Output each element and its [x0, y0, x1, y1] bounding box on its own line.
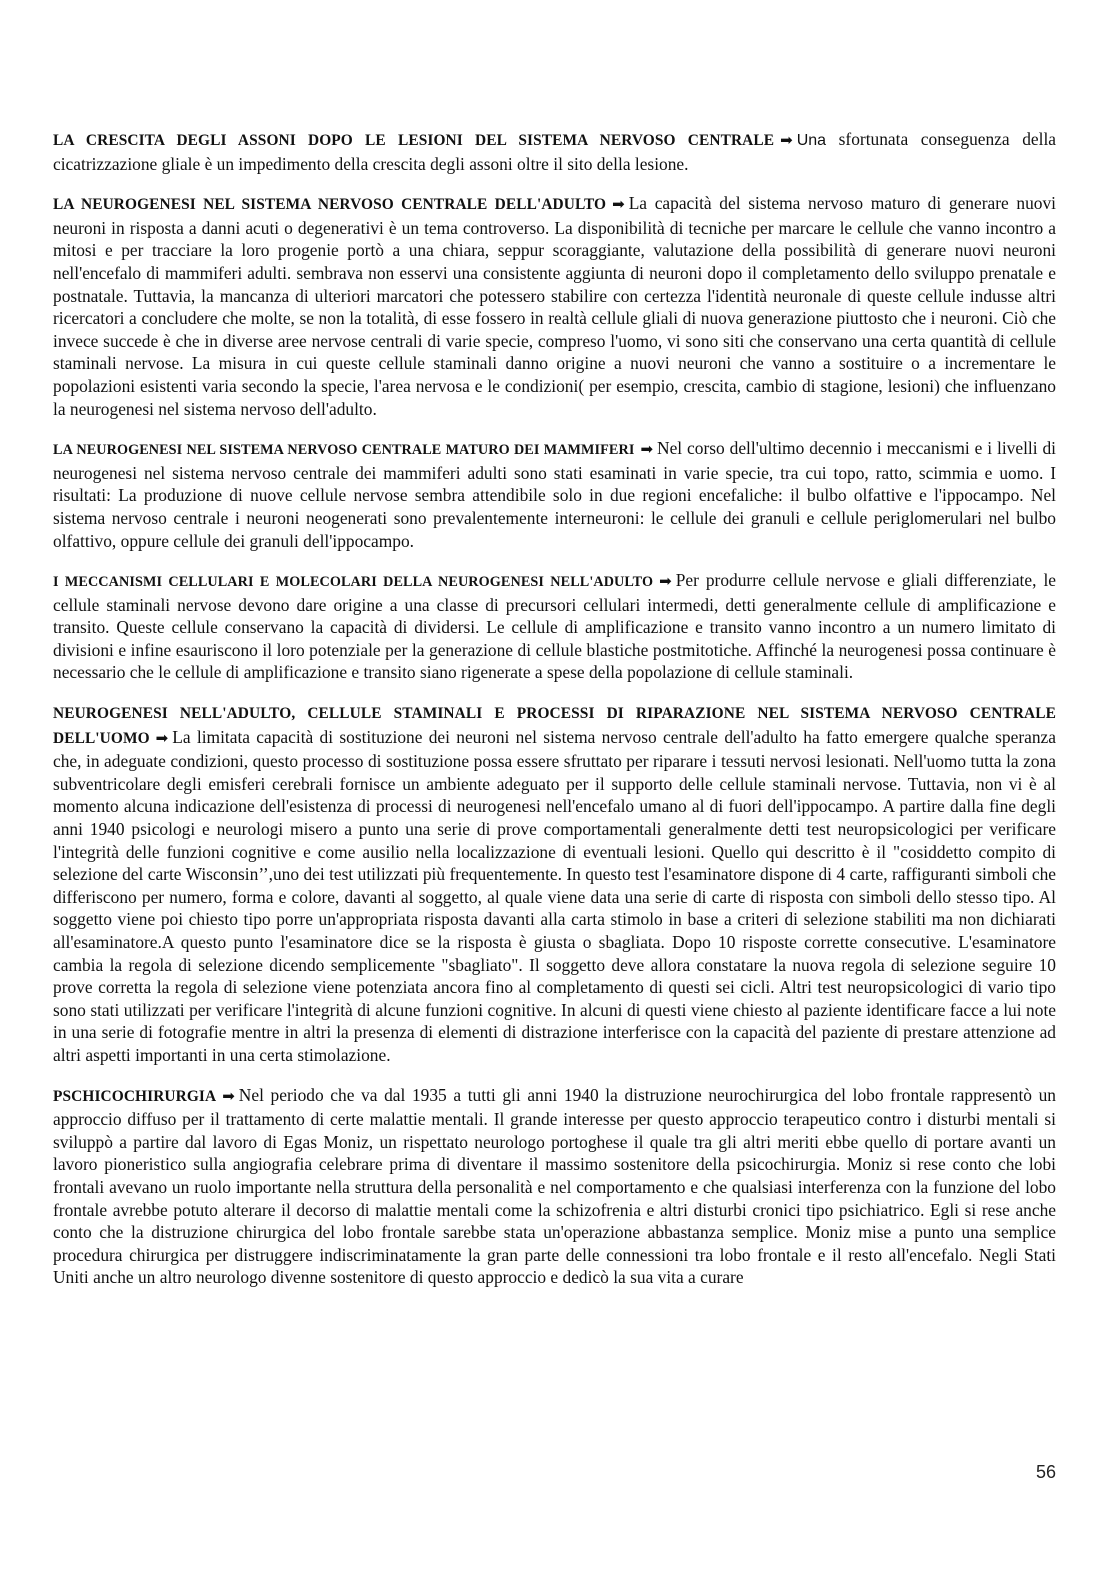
- section-body: La capacità del sistema nervoso maturo di generare nuovi neuroni in risposta a danni acuti o degenerativi è un tema controverso. La disponibilità di tecniche per marcare le cellule che vanno incontro a mitosi e per tracciare la loro progenie portò a una chiara, seppur scoraggiante, valutazione della possibilità di generare nuovi neuroni nell'encefalo di mammiferi adulti. sembrava non esservi una consistente aggiunta di neuroni dopo il completamento dello sviluppo prenatale e postnatale. Tuttavia, la mancanza di ulteriori marcatori che potessero stabilire con certezza l'identità neuronale di queste cellule indusse altri ricercatori a concludere che molte, se non la totalità, di esse fossero in realtà cellule gliali di nuova generazione piuttosto che i neuroni. Ciò che invece succede è che in diverse aree nervose centrali di varie specie, compreso l'uomo, vi sono siti che conservano una certa quantità di cellule staminali nervose. La misura in cui queste cellule staminali danno origine a nuovi neuroni che vanno a sostituire o a incrementare le popolazioni esistenti varia secondo la specie, l'area nervosa e le condizioni( per esempio, crescita, cambio di stagione, lesioni) che influenzano la neurogenesi nel sistema nervoso dell'adulto.: [53, 193, 1056, 419]
- section-riparazione-uomo: [53, 701, 1056, 1067]
- document-page: [53, 128, 1056, 1306]
- section-meccanismi: [53, 569, 1056, 684]
- section-heading: PSCHICOCHIRURGIA: [53, 1087, 217, 1105]
- section-body: Per produrre cellule nervose e gliali differenziate, le cellule staminali nervose devono dare origine a una classe di precursori cellulari intermedi, detti generalmente cellule di amplificazione e transito. Queste cellule conservano la capacità di dividersi. Le cellule di amplificazione e transito vanno incontro a un numero limitato di divisioni e infine esauriscono il loro potenziale per la generazione di cellule blastiche postmitotiche. Affinché la neurogenesi possa continuare è necessario che le cellule di amplificazione e transito siano rigenerate a spese della popolazione di cellule staminali.: [53, 570, 1056, 683]
- section-assoni: [53, 128, 1056, 175]
- right-arrow-icon: ➡: [612, 195, 625, 214]
- section-body: La limitata capacità di sostituzione dei neuroni nel sistema nervoso centrale dell'adulto ha fatto emergere qualche speranza che, in adeguate condizioni, questo processo di sostituzione possa essere sfruttato per riparare i tessuti nervosi lesionati. Nell'uomo tutta la zona subventricolare degli emisferi cerebrali fornisce un ambiente adeguato per il supporto delle cellule staminali nervose. Tuttavia, non vi è al momento alcuna indicazione dell'esistenza di processi di neurogenesi nell'encefalo umano al di fuori dell'ippocampo. A partire dalla fine degli anni 1940 psicologi e neurologi misero a punto una serie di prove comportamentali generalmente detti test neuropsicologici per verificare l'integrità delle funzioni cognitive e come ausilio nella localizzazione di eventuali lesioni. Quello qui descritto è il "cosiddetto compito di selezione del carte Wisconsin’’,uno dei test utilizzati più frequentemente. In questo test l'esaminatore dispone di 4 carte, raffiguranti simboli che differiscono per numero, forma e colore, davanti al soggetto, al quale viene data una serie di carte di risposta con simboli dello stesso tipo. Al soggetto viene poi chiesto tipo porre un'appropriata risposta davanti alla carta stimolo in base a criteri di selezione stabiliti ma non dichiarati all'esaminatore.A questo punto l'esaminatore dice se la risposta è giusta o sbagliata. Dopo 10 risposte corrette consecutive. L'esaminatore cambia la regola di selezione dicendo semplicemente "sbagliato". Il soggetto deve allora constatare la nuova regola di selezione seguire 10 prove corretta la regola di selezione viene potenziata ancora fino al completamento di questi sei cicli. Altri test neuropsicologici di vario tipo sono stati utilizzati per verificare l'integrità di alcune funzioni cognitive. In alcuni di questi viene chiesto al paziente identificare facce a lui note in una serie di fotografie mentre in altri la presenza di elementi di distrazione interferisce con la capacità del paziente di prestare attenzione ad altri aspetti importanti in una certa stimolazione.: [53, 726, 1056, 1065]
- section-psicochirurgia: [53, 1084, 1056, 1289]
- section-heading: NEUROGENESI NELL'ADULTO, CELLULE STAMINALI E PROCESSI DI RIPARAZIONE NEL SISTEMA NERVOSO CENTRALE DELL'UOMO: [53, 705, 1056, 747]
- section-neurogenesi-mammiferi: [53, 437, 1056, 552]
- section-heading: LA NEUROGENESI NEL SISTEMA NERVOSO CENTRALE DELL'ADULTO: [53, 196, 607, 214]
- right-arrow-icon: ➡: [155, 728, 169, 747]
- section-body: Nel periodo che va dal 1935 a tutti gli anni 1940 la distruzione neurochirurgica del lobo frontale rappresentò un approccio diffuso per il trattamento di certe malattie mentali. Il grande interesse per questo approccio terapeutico contro i disturbi mentali si sviluppò a partire dal lavoro di Egas Moniz, un rispettato neurologo portoghese il quale tra gli altri meriti ebbe quello di portare avanti un lavoro pioneristico sulla angiografia celebrare prima di diventare il massimo sostenitore della psicochirurgia. Moniz si rese conto che lobi frontali avevano un ruolo importante nella struttura della personalità e nel comportamento e che qualsiasi interferenza con la funzione del lobo frontale avrebbe potuto alterare il decorso di malattie mentali come la schizofrenia e altri disturbi cronici tipo psichiatrico. Egli si rese anche conto che la distruzione chirurgica del lobo frontale sarebbe stata un'operazione abbastanza semplice. Moniz mise a punto una semplice procedura chirurgica per distruggere indiscriminatamente la gran parte delle connessioni tra lobo frontale e il resto all'encefalo. Negli Stati Uniti anche un altro neurologo divenne sostenitore di questo approccio e dedicò la sua vita a curare: [53, 1084, 1056, 1288]
- section-heading: LA CRESCITA DEGLI ASSONI DOPO LE LESIONI DEL SISTEMA NERVOSO CENTRALE: [53, 132, 775, 149]
- section-heading: I MECCANISMI CELLULARI E MOLECOLARI DELLA NEUROGENESI NELL'ADULTO: [53, 574, 654, 591]
- section-heading: LA NEUROGENESI NEL SISTEMA NERVOSO CENTRALE MATURO DEI MAMMIFERI: [53, 442, 635, 459]
- page-number: 56: [1035, 1462, 1056, 1482]
- section-lead-word: Una: [796, 132, 827, 149]
- section-neurogenesi-adulto: [53, 192, 1056, 420]
- right-arrow-icon: ➡: [780, 131, 793, 149]
- right-arrow-icon: ➡: [222, 1086, 235, 1105]
- right-arrow-icon: ➡: [640, 440, 654, 459]
- section-body: Nel corso dell'ultimo decennio i meccanismi e i livelli di neurogenesi nel sistema nervoso centrale dei mammiferi adulti sono stati esaminati in varie specie, tra cui topo, ratto, scimmia e uomo. I risultati: La produzione di nuove cellule nervose sembra attendibile solo in due regioni encefaliche: il bulbo olfattive e l'ippocampo. Nel sistema nervoso centrale i neuroni neogenerati sono prevalentemente interneuroni: le cellule dei granuli e cellule periglomerulari nel bulbo olfattivo, oppure cellule dei granuli dell'ippocampo.: [53, 438, 1057, 551]
- right-arrow-icon: ➡: [659, 572, 672, 591]
- section-body: sfortunata conseguenza della cicatrizzazione gliale è un impedimento della crescita degli assoni oltre il sito della lesione.: [53, 129, 1057, 174]
